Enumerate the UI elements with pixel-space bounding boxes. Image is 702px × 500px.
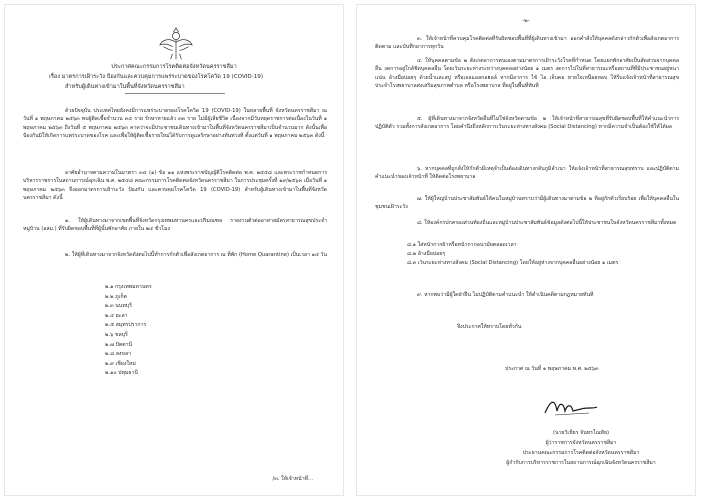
list-item: ๒.๒ ภูเก็ต (105, 293, 127, 300)
list-item: ๒.๑ กรุงเทพมหานคร (105, 284, 152, 290)
list-item: ๒.๘ สงขลา (105, 351, 132, 358)
announcement-scope: สำหรับผู้เดินทางเข้ามาในพื้นที่จังหวัดนครราชสีมา (65, 84, 185, 90)
paragraph-background: ด้วยปัจจุบัน ประเทศไทยยังคงมีการแพร่ระบาดของโรคโควิด 19 (COVID-19) ในหลายพื้นที่ จังหวัดนครราชสีมา ณ วันที่ ๑ พฤษภาคม ๒๕๖๓ พบผู้ติดเชื้อจำนวน ๓๔ ราย รักษาหายแล้ว ๓๓ ราย ไม่มีผู้เสียชีวิต เนื่องจากมีวันหยุดราชการต่อเนื่องในวันที่ ๑ พฤษภาคม ๒๕๖๓ ถึงวันที่ ๕ พฤษภาคม ๒๕๖๓ คาดว่าจะมีประชาชนเดินทางเข้ามาในพื้นที่จังหวัดนครราชสีมาเป็นจำนวนมาก ดังนั้นเพื่อป้องกันมิให้เกิดการแพร่ระบาดของโรค และเพื่อให้ผู้ติดเชื้อรายใหม่ได้รับการดูแลรักษาอย่างทันท่วงที ตั้งแต่วันที่ ๑ พฤษภาคม ๒๕๖๓ ดังนี้ (23, 108, 327, 139)
announcement-date: ประกาศ ณ วันที่ ๑ พฤษภาคม พ.ศ. ๒๕๖๓ (505, 366, 599, 372)
list-item: ๘.๒ ล้างมือบ่อยๆ (407, 251, 446, 257)
list-item: ๘.๑ ใส่หน้ากากผ้าหรือหน้ากากอนามัยตลอดเวลา (407, 242, 517, 248)
paragraph-authority: อาศัยอำนาจตามความในมาตรา ๓๔ (๑) ข้อ ๑๑ แห่งพระราชบัญญัติโรคติดต่อ พ.ศ. ๒๕๕๘ และพระราชกำหนดการบริหารราชการในสถานการณ์ฉุกเฉิน พ.ศ. ๒๕๔๘ คณะกรรมการโรคติดต่อจังหวัดนครราชสีมา ในการประชุมครั้งที่ ๑๙/๒๕๖๓ เมื่อวันที่ ๑ พฤษภาคม ๒๕๖๓ จึงออกมาตรการเฝ้าระวัง ป้องกัน และควบคุมโรคโควิด 19 (COVID-19) สำหรับผู้เดินทางเข้ามาในพื้นที่จังหวัดนครราชสีมา ดังนี้ (23, 170, 327, 201)
paragraph-item-6: ๖. หากบุคคลที่ถูกสั่งให้กักตัวมีเหตุจำเป็นต้องเดินทางกลับภูมิลำเนา ให้แจ้งเจ้าหน้าที่สาธารณสุขทราบ และปฏิบัติตามคำแนะนำของเจ้าหน้าที่ ให้ติดต่อโรงพยาบาล (375, 166, 679, 181)
paragraph-item-2: ๒. ให้ผู้ที่เดินทางมาจากจังหวัดดังต่อไปนี้ทำการกักตัวเพื่อสังเกตอาการ ณ ที่พัก (Home Quarantine) เป็นเวลา ๑๔ วัน (65, 252, 327, 258)
list-item: ๒.๔ ยะลา (105, 312, 128, 319)
measure-list (407, 241, 677, 268)
signature-block (477, 429, 685, 469)
paragraph-item-9: ๙. หากพบว่ามีผู้ใดฝ่าฝืน ไม่ปฏิบัติตามคำแนะนำ ให้ดำเนินคดีตามกฎหมายทันที (417, 292, 594, 298)
signer-title: ประธานคณะกรรมการโรคติดต่อจังหวัดนครราชสีมา (522, 450, 640, 456)
garuda-emblem-icon (158, 27, 194, 61)
paragraph-item-4: ๔. ให้บุคคลตามข้อ ๒ สังเกตอาการตนเองตามมาตรการเฝ้าระวังโรคที่กำหนด โดยแยกพักอาศัยเป็นสัดส่วนจากบุคคลอื่น งดการอยู่ใกล้ชิดบุคคลอื่น โดยเว้นระยะห่างระหว่างบุคคลอย่างน้อย ๑ เมตร งดการไปในที่สาธารณะหรือสถานที่ที่มีประชาชนอยู่หนาแน่น ล้างมือบ่อยๆ ด้วยน้ำและสบู่ หรือเจลแอลกอฮอล์ หากมีอาการ ไข้ ไอ เจ็บคอ หายใจเหนื่อยหอบ ให้รีบแจ้งเจ้าหน้าที่สาธารณสุขประจำโรงพยาบาลส่งเสริมสุขภาพตำบล หรือโรงพยาบาล ที่อยู่ในพื้นที่ทันที (375, 58, 679, 89)
document-page-1 (4, 4, 344, 496)
announcement-title: ประกาศคณะกรรมการโรคติดต่อจังหวัดนครราชสีมา (111, 64, 237, 70)
list-item: ๒.๖ ชลบุรี (105, 331, 128, 338)
paragraph-item-5: ๕. ผู้ที่เดินทางมาจากจังหวัดอื่นที่ไม่ใช่จังหวัดตามข้อ ๒ ให้เจ้าหน้าที่สาธารณสุขที่รับผิดชอบพื้นที่ให้คำแนะนำการปฏิบัติตัว รวมทั้งการสังเกตอาการ โดยคำนึงถึงหลักการเว้นระยะห่างทางสังคม (Social Distancing) หากมีความจำเป็นต้องใช้ให้ได้ผล (375, 116, 679, 131)
announcement-subject: เรื่อง มาตรการเฝ้าระวัง ป้องกันและควบคุมการแพร่ระบาดของโรคโควิด 19 (COVID-19) (49, 74, 264, 80)
signature-image (541, 397, 601, 419)
list-item: ๒.๕ สมุทรปราการ (105, 322, 147, 329)
document-page-2 (356, 4, 696, 496)
signer-title: ผู้กำกับการบริหารราชการในสถานการณ์ฉุกเฉินจังหวัดนครราชสีมา (506, 460, 656, 466)
paragraph-item-3: ๓. ให้เจ้าหน้าที่ควบคุมโรคติดต่อที่รับผิดชอบพื้นที่ที่ผู้เดินทางเข้ามา ออกคำสั่งให้บุคคลดังกล่าวกักตัวเพื่อสังเกตอาการ ติดตาม และบันทึกอาการทุกวัน (375, 36, 679, 51)
paragraph-item-1: ๑. ให้ผู้เดินทางมาจากเขตพื้นที่จังหวัดกรุงเทพมหานครและปริมณฑล รายงานตัวต่ออาสาสมัครสาธารณสุขประจำหมู่บ้าน (อสม.) ที่รับผิดชอบพื้นที่ที่ผู้นั้นพักอาศัย ภายใน ๒๔ ชั่วโมง (23, 218, 327, 233)
closing-statement: จึงประกาศให้ทราบโดยทั่วกัน (457, 324, 522, 330)
list-item: ๒.๓ นนทบุรี (105, 303, 132, 310)
list-item: ๒.๗ ปัตตานี (105, 341, 133, 348)
continuation-note: /๓. ให้เจ้าหน้าที่... (272, 475, 313, 482)
header-divider (125, 93, 225, 94)
paragraph-item-8: ๘. ให้องค์กรปกครองส่วนท้องถิ่นและหมู่บ้านประชาสัมพันธ์ข้อมูลดังต่อไปนี้ให้ประชาชนในจังหวัดนครราชสีมาทั้งหมด (417, 220, 677, 226)
page-number: -๒- (522, 18, 530, 24)
list-item: ๘.๓ เว้นระยะห่างทางสังคม (Social Distancing) โดยให้อยู่ห่างจากบุคคลอื่นอย่างน้อย ๑ เมตร (407, 260, 619, 266)
list-item: ๒.๑๐ ปทุมธานี (105, 370, 138, 377)
signer-title: ผู้ว่าราชการจังหวัดนครราชสีมา (545, 440, 617, 446)
signer-name: (นายวิเชียร จันทรโณทัย) (552, 430, 610, 436)
province-list (105, 283, 225, 379)
paragraph-item-7: ๗. ให้ผู้ใหญ่บ้านประชาสัมพันธ์ให้คนในหมู่บ้านทราบว่ามีผู้เดินทางมาตามข้อ ๒ ทีอยู่กักตัวเรียบร้อย เพื่อให้บุคคลอื่นในชุมชนเฝ้าระวัง (375, 196, 679, 211)
list-item: ๒.๙ เชียงใหม่ (105, 360, 136, 367)
